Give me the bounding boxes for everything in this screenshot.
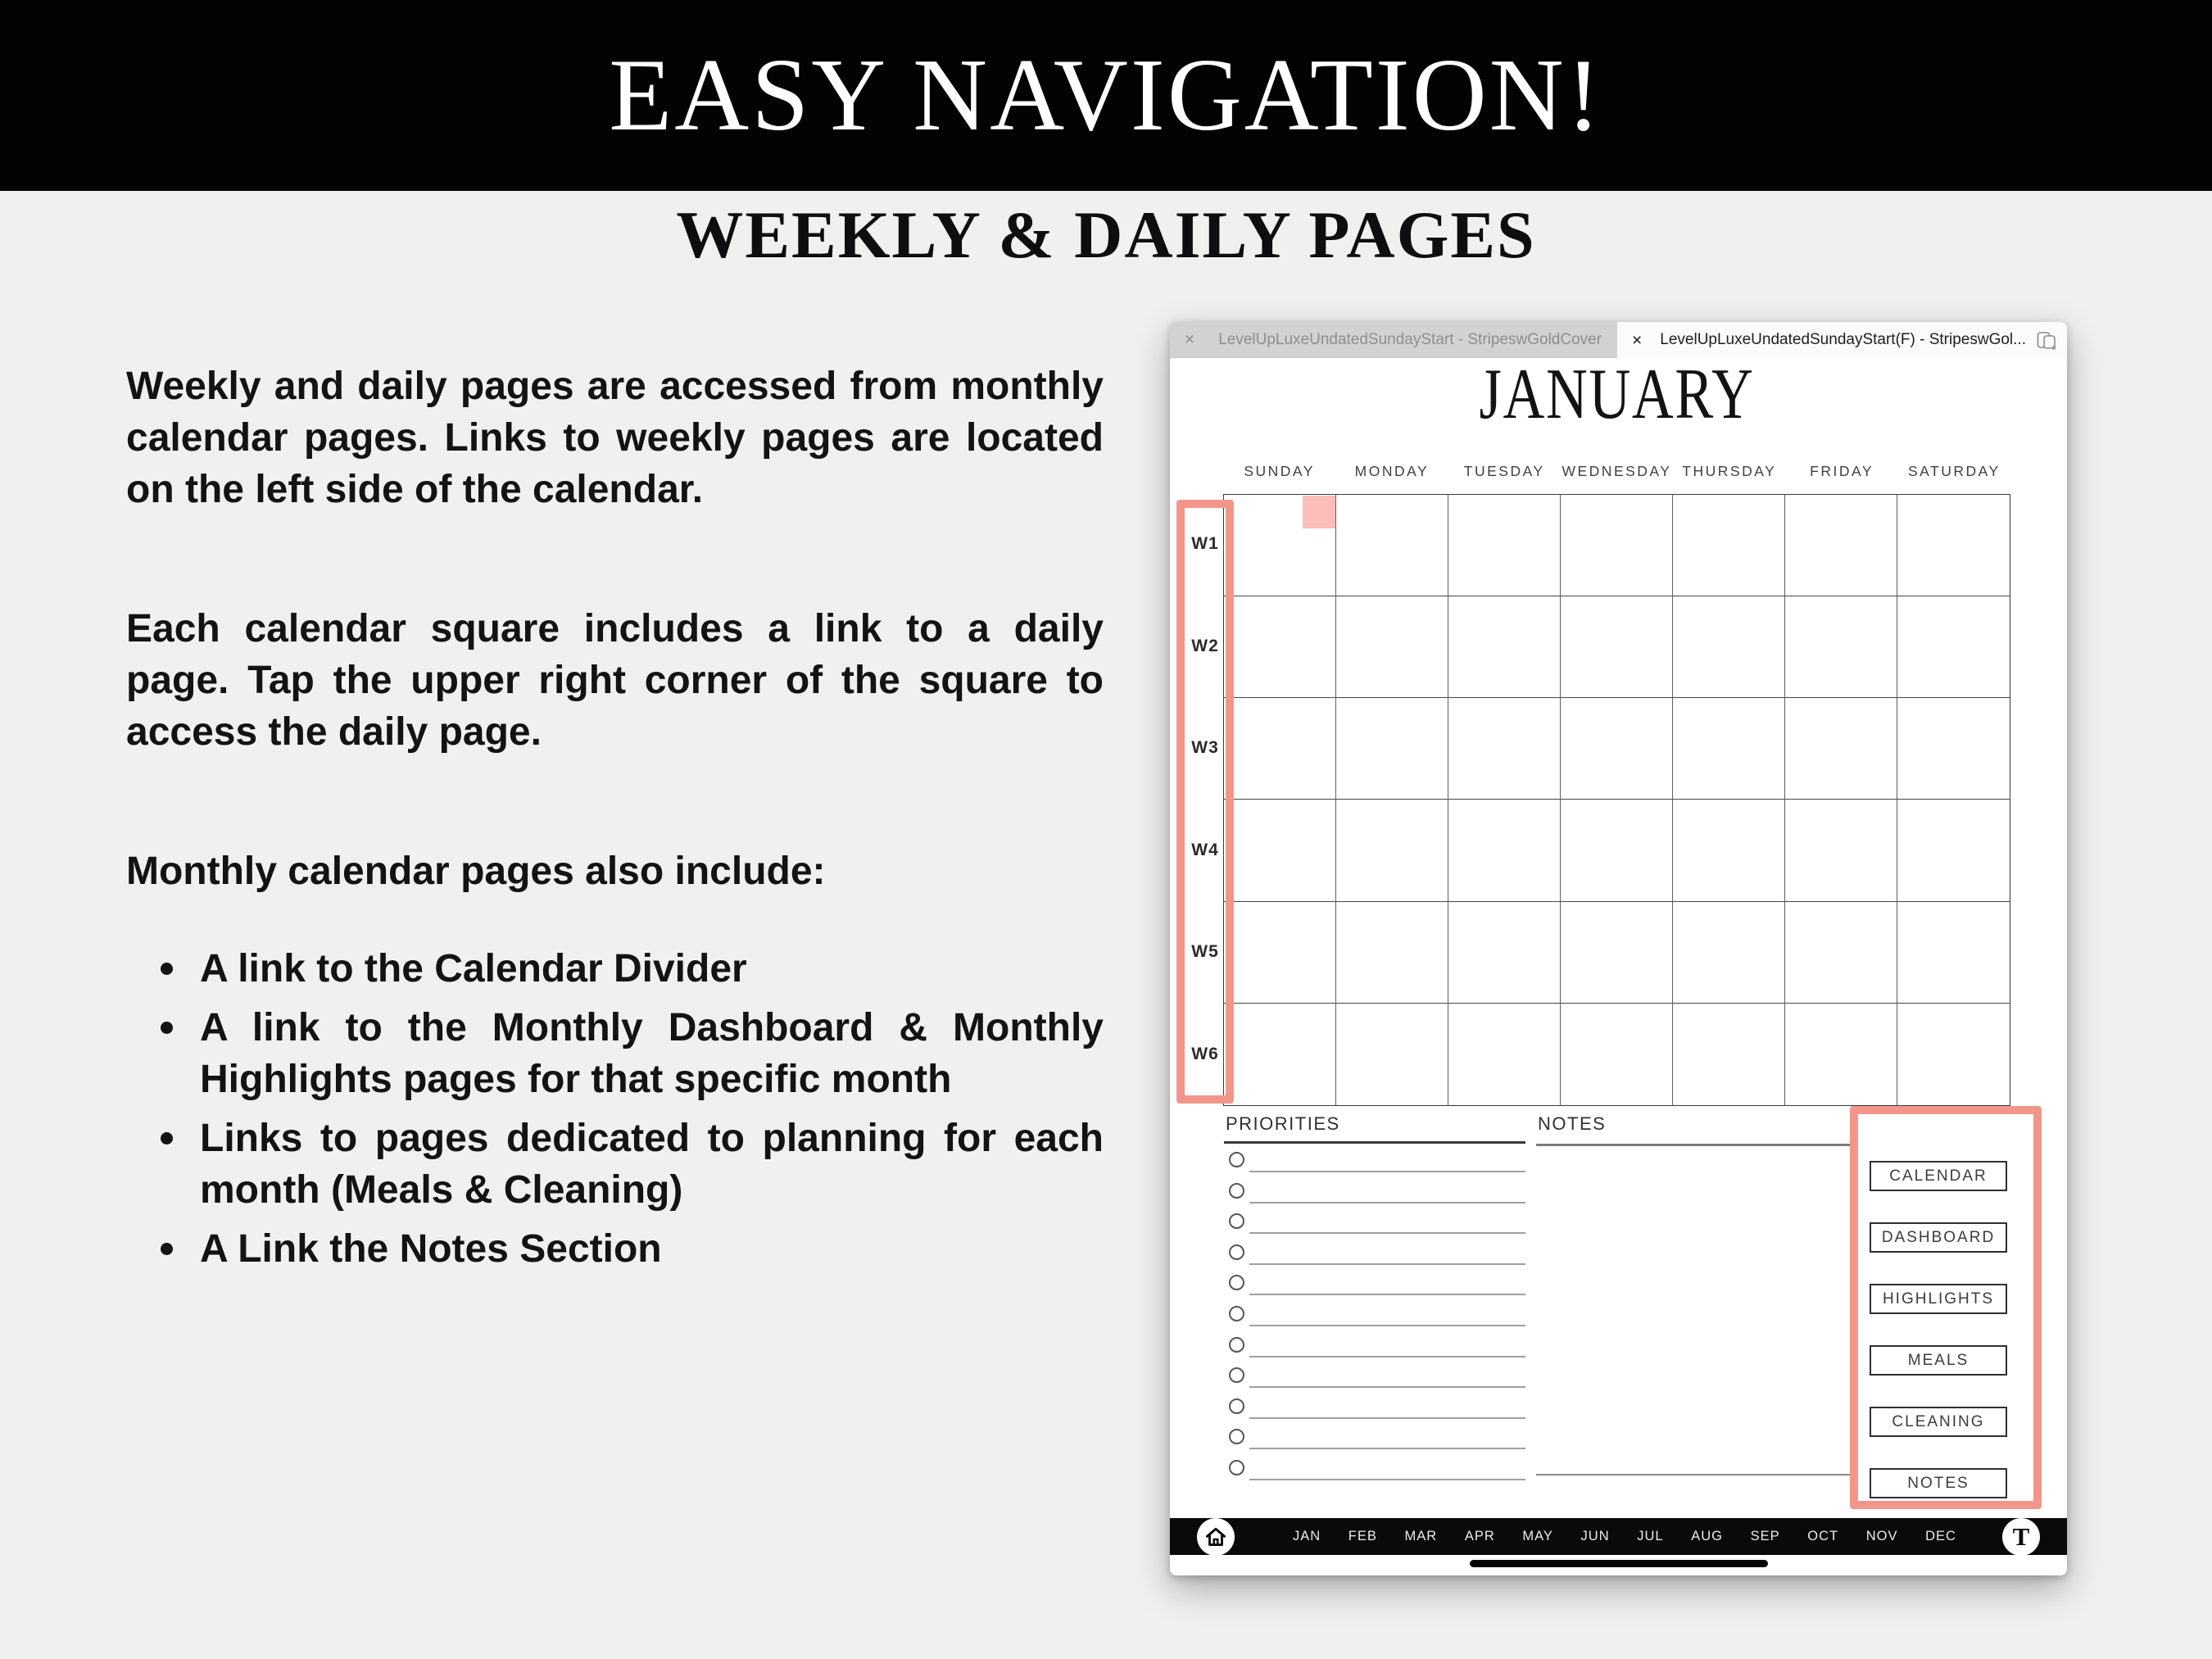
day-header-row	[1223, 463, 2010, 487]
calendar-cell[interactable]	[1336, 1004, 1448, 1105]
calendar-cell[interactable]	[1897, 800, 2010, 901]
priority-line	[1249, 1232, 1525, 1234]
calendar-cell[interactable]	[1785, 800, 1897, 901]
calendar-cell[interactable]	[1561, 698, 1673, 800]
calendar-cell[interactable]	[1561, 902, 1673, 1004]
close-icon[interactable]: ×	[1185, 330, 1195, 349]
priority-bullet-circle	[1229, 1152, 1244, 1167]
month-tab-jun[interactable]: JUN	[1580, 1529, 1610, 1543]
feature-item-text: Links to pages dedicated to planning for each month (Meals & Cleaning)	[200, 1117, 1104, 1212]
priority-bullet-circle	[1229, 1367, 1244, 1383]
calendar-cell[interactable]	[1448, 800, 1561, 901]
feature-item	[200, 1113, 1104, 1216]
bullet-icon	[161, 963, 173, 975]
priority-bullet-circle	[1229, 1337, 1244, 1353]
calendar-cell[interactable]	[1897, 596, 2010, 698]
tab-title: LevelUpLuxeUndatedSundayStart(F) - StripeswGol...	[1660, 331, 2026, 348]
calendar-cell[interactable]	[1336, 495, 1448, 596]
banner	[0, 0, 2212, 191]
priority-line	[1249, 1356, 1525, 1358]
priority-bullet-circle	[1229, 1398, 1244, 1414]
calendar-cell[interactable]	[1336, 698, 1448, 800]
planner-button-dashboard[interactable]: DASHBOARD	[1870, 1222, 2007, 1253]
calendar-cell[interactable]	[1561, 1004, 1673, 1105]
home-indicator[interactable]	[1470, 1560, 1768, 1567]
feature-item-text: A link to the Monthly Dashboard & Monthly Highlights pages for that specific month	[200, 1006, 1104, 1101]
feature-item-text: A link to the Calendar Divider	[200, 947, 747, 990]
day-header: MONDAY	[1354, 463, 1430, 479]
calendar-cell[interactable]	[1785, 495, 1897, 596]
planner-button-highlights[interactable]: HIGHLIGHTS	[1870, 1284, 2007, 1314]
brand-letter: T	[2012, 1522, 2030, 1551]
notes-bottom-line	[1536, 1474, 1850, 1475]
priority-bullet-circle	[1229, 1306, 1244, 1321]
priority-bullet-circle	[1229, 1429, 1244, 1444]
priority-line	[1249, 1448, 1525, 1449]
priority-line	[1249, 1294, 1525, 1295]
priorities-label: PRIORITIES	[1226, 1113, 1340, 1134]
week-link-w5[interactable]: W5	[1191, 942, 1219, 961]
month-tab-oct[interactable]: OCT	[1807, 1529, 1839, 1543]
month-nav	[1293, 1518, 1956, 1555]
calendar-cell[interactable]	[1673, 1004, 1785, 1105]
calendar-cell[interactable]	[1897, 698, 2010, 800]
calendar-cell[interactable]	[1673, 596, 1785, 698]
week-link-w1[interactable]: W1	[1191, 534, 1219, 553]
planner-button-meals[interactable]: MEALS	[1870, 1345, 2007, 1376]
weekly-links-highlight-box	[1176, 500, 1234, 1104]
priority-line	[1249, 1479, 1525, 1480]
priority-line	[1249, 1417, 1525, 1419]
calendar-cell[interactable]	[1224, 1004, 1336, 1105]
month-tab-dec[interactable]: DEC	[1925, 1529, 1956, 1543]
month-tab-apr[interactable]: APR	[1464, 1529, 1495, 1543]
calendar-cell[interactable]	[1448, 698, 1561, 800]
calendar-cell[interactable]	[1448, 1004, 1561, 1105]
calendar-grid	[1223, 494, 2010, 1106]
calendar-cell[interactable]	[1561, 800, 1673, 901]
calendar-cell[interactable]	[1336, 800, 1448, 901]
calendar-cell[interactable]	[1785, 902, 1897, 1004]
page-tabs-icon[interactable]	[2036, 329, 2057, 351]
priority-bullet-circle	[1229, 1213, 1244, 1229]
month-title: JANUARY	[1479, 355, 1755, 434]
priority-line	[1249, 1263, 1525, 1265]
month-tab-sep[interactable]: SEP	[1750, 1529, 1780, 1543]
calendar-cell[interactable]	[1897, 902, 2010, 1004]
paragraph-1: Weekly and daily pages are accessed from monthly calendar pages. Links to weekly pages are located on the left side of the calendar.	[126, 365, 1104, 511]
tab-title: LevelUpLuxeUndatedSundayStart - StripeswGoldCover	[1218, 330, 1602, 348]
priority-line	[1249, 1202, 1525, 1203]
month-tab-nov[interactable]: NOV	[1865, 1529, 1898, 1543]
day-header: TUESDAY	[1463, 463, 1545, 479]
calendar-cell[interactable]	[1561, 495, 1673, 596]
week-link-w2[interactable]: W2	[1191, 637, 1219, 655]
priority-line	[1249, 1171, 1525, 1172]
priority-bullet-circle	[1229, 1183, 1244, 1199]
week-link-w3[interactable]: W3	[1191, 738, 1219, 757]
notes-underline	[1536, 1144, 1850, 1146]
calendar-cell[interactable]	[1561, 596, 1673, 698]
priority-bullet-circle	[1229, 1244, 1244, 1260]
planner-button-calendar[interactable]: CALENDAR	[1870, 1161, 2007, 1191]
month-tab-jan[interactable]: JAN	[1293, 1529, 1321, 1543]
page-subtitle: WEEKLY & DAILY PAGES	[676, 197, 1536, 272]
calendar-cell[interactable]	[1224, 800, 1336, 901]
calendar-cell[interactable]	[1224, 596, 1336, 698]
planner-button-notes[interactable]: NOTES	[1870, 1468, 2007, 1498]
priority-bullet-circle	[1229, 1460, 1244, 1475]
calendar-cell[interactable]	[1785, 596, 1897, 698]
home-icon[interactable]	[1197, 1518, 1235, 1556]
paragraph-3: Monthly calendar pages also include:	[126, 850, 826, 893]
calendar-cell[interactable]	[1673, 495, 1785, 596]
bullet-icon	[161, 1243, 173, 1255]
paragraph-2: Each calendar square includes a link to a daily page. Tap the upper right corner of the square to access the daily page.	[126, 607, 1104, 754]
calendar-cell[interactable]	[1673, 800, 1785, 901]
intro-copy	[126, 360, 1104, 1282]
banner-title: EASY NAVIGATION!	[609, 38, 1603, 152]
day-header: SATURDAY	[1908, 463, 2001, 479]
close-icon[interactable]: ×	[1632, 330, 1643, 350]
calendar-cell[interactable]	[1897, 1004, 2010, 1105]
priorities-underline	[1224, 1141, 1525, 1144]
priority-line	[1249, 1386, 1525, 1388]
calendar-cell[interactable]	[1448, 495, 1561, 596]
month-tab-mar[interactable]: MAR	[1404, 1529, 1438, 1543]
bullet-icon	[161, 1132, 173, 1145]
feature-item	[200, 1223, 1104, 1275]
calendar-cell[interactable]	[1448, 902, 1561, 1004]
planner-app-screenshot	[1170, 322, 2067, 1575]
month-tab-may[interactable]: MAY	[1522, 1529, 1553, 1543]
month-tab-aug[interactable]: AUG	[1691, 1529, 1723, 1543]
bullet-icon	[161, 1022, 173, 1034]
feature-item	[200, 1002, 1104, 1105]
calendar-cell[interactable]	[1224, 902, 1336, 1004]
calendar-cell[interactable]	[1785, 698, 1897, 800]
week-link-w4[interactable]: W4	[1191, 841, 1219, 859]
feature-item-text: A Link the Notes Section	[200, 1227, 662, 1271]
month-tab-jul[interactable]: JUL	[1637, 1529, 1664, 1543]
planner-button-cleaning[interactable]: CLEANING	[1870, 1407, 2007, 1437]
brand-logo	[2002, 1518, 2040, 1556]
day-header: SUNDAY	[1244, 463, 1315, 479]
calendar-cell[interactable]	[1673, 698, 1785, 800]
calendar-cell[interactable]	[1448, 596, 1561, 698]
calendar-cell[interactable]	[1785, 1004, 1897, 1105]
calendar-cell[interactable]	[1336, 596, 1448, 698]
bottom-nav-bar	[1170, 1518, 2067, 1555]
month-tab-feb[interactable]: FEB	[1348, 1529, 1377, 1543]
feature-list	[126, 943, 1104, 1275]
notes-label: NOTES	[1538, 1113, 1607, 1134]
day-header: FRIDAY	[1810, 463, 1874, 479]
priority-line	[1249, 1325, 1525, 1326]
priority-bullet-circle	[1229, 1275, 1244, 1290]
calendar-cell[interactable]	[1897, 495, 2010, 596]
calendar-cell[interactable]	[1673, 902, 1785, 1004]
daily-link-highlight[interactable]	[1303, 496, 1335, 528]
day-header: THURSDAY	[1682, 463, 1777, 479]
calendar-cell[interactable]	[1224, 698, 1336, 800]
calendar-cell[interactable]	[1336, 902, 1448, 1004]
week-link-w6[interactable]: W6	[1191, 1045, 1219, 1063]
day-header: WEDNESDAY	[1562, 463, 1672, 479]
feature-item	[200, 943, 1104, 995]
